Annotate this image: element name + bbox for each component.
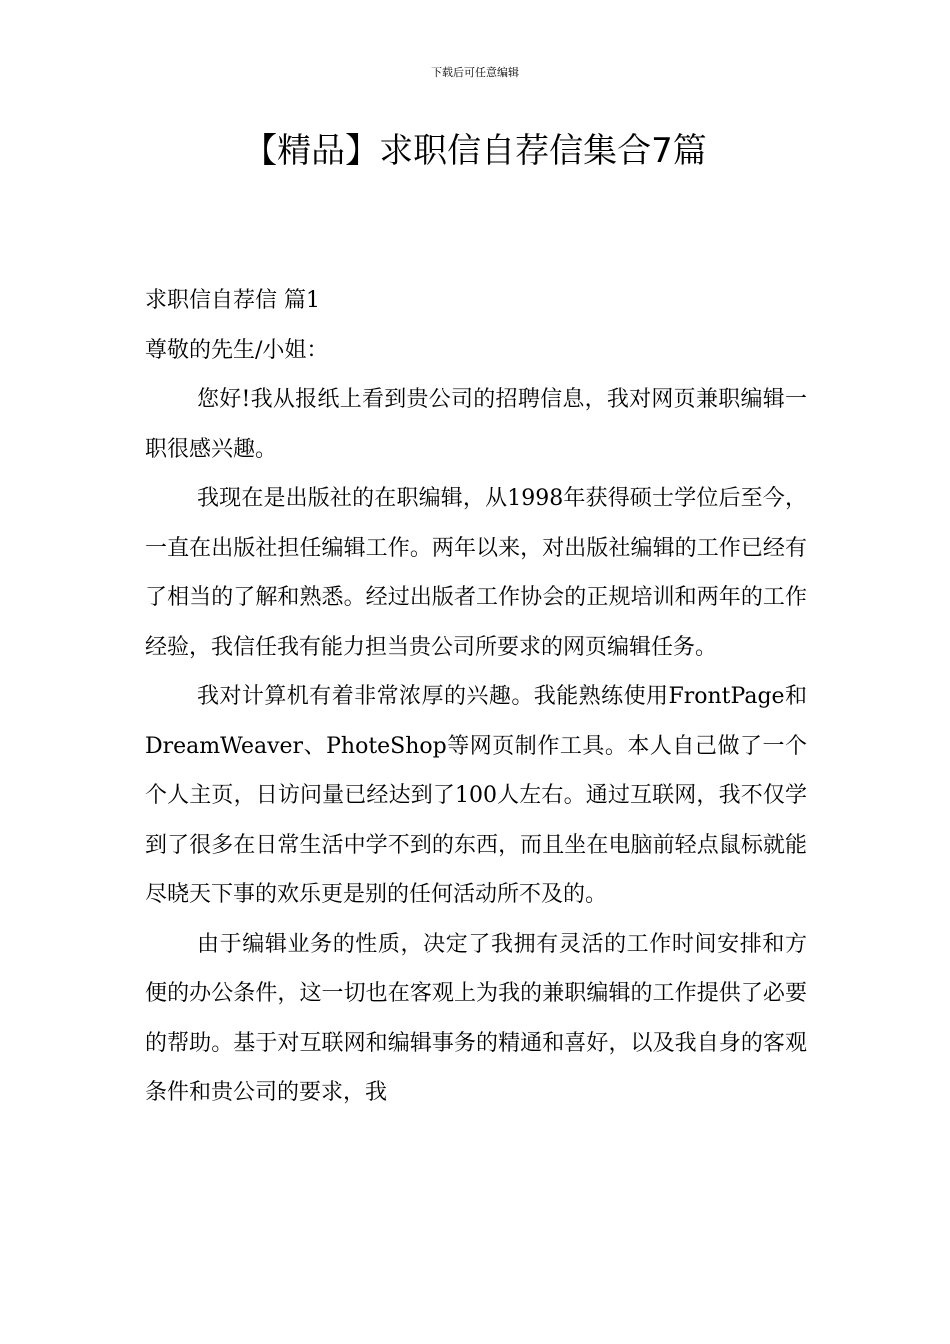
- section-heading: 求职信自荐信 篇1: [145, 288, 320, 313]
- document-body: [145, 276, 807, 1118]
- document-title: 【精品】求职信自荐信集合7篇: [243, 131, 707, 171]
- paragraph-greeting: 您好!我从报纸上看到贵公司的招聘信息，我对网页兼职编辑一职很感兴趣。: [145, 387, 807, 462]
- page-header-note: 下载后可任意编辑: [431, 66, 519, 79]
- salutation: 尊敬的先生/小姐：: [145, 337, 329, 363]
- paragraph-experience: 我现在是出版社的在职编辑，从1998年获得硕士学位后至今，一直在出版社担任编辑工作。两年以来，对出版社编辑的工作已经有了相当的了解和熟悉。经过出版者工作协会的正规培训和两年的工作经验，我信任我有能力担当贵公司所要求的网页编辑任务。: [145, 486, 807, 660]
- paragraph-computer-skills: 我对计算机有着非常浓厚的兴趣。我能熟练使用FrontPage和DreamWeaver、PhoteShop等网页制作工具。本人自己做了一个个人主页，日访问量已经达到了100人左右。通过互联网，我不仅学到了很多在日常生活中学不到的东西，而且坐在电脑前轻点鼠标就能尽晓天下事的欢乐更是别的任何活动所不及的。: [145, 684, 807, 907]
- paragraph-work-conditions: 由于编辑业务的性质，决定了我拥有灵活的工作时间安排和方便的办公条件，这一切也在客观上为我的兼职编辑的工作提供了必要的帮助。基于对互联网和编辑事务的精通和喜好，以及我自身的客观条件和贵公司的要求，我: [145, 931, 807, 1105]
